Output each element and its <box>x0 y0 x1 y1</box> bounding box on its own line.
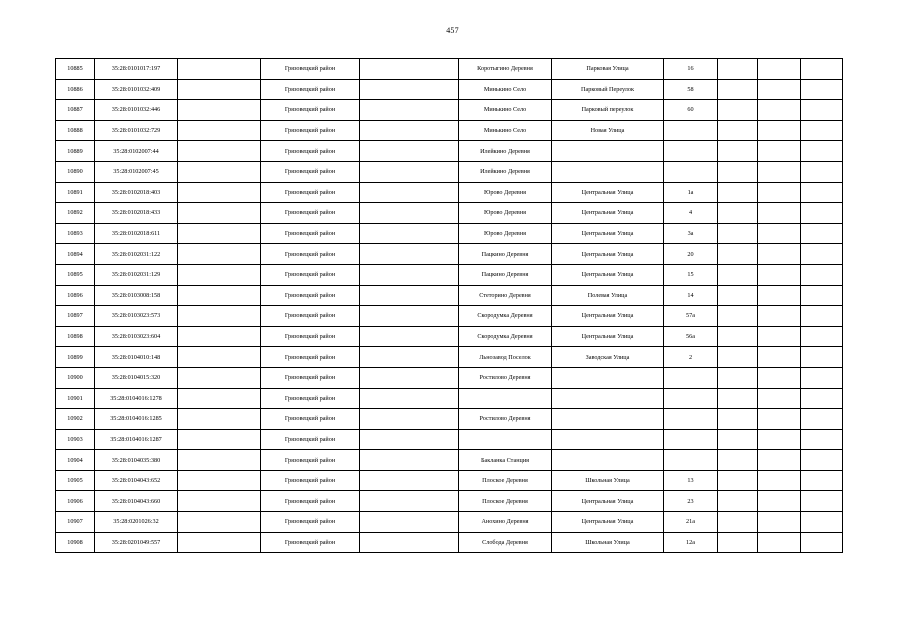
blank-cell <box>178 223 261 244</box>
street-cell <box>552 429 664 450</box>
district-cell: Грязовецкий район <box>261 532 360 553</box>
blank-cell <box>801 491 843 512</box>
blank-cell <box>178 141 261 162</box>
record-number-cell: 10898 <box>56 326 95 347</box>
street-cell: Центральная Улица <box>552 491 664 512</box>
district-cell: Грязовецкий район <box>261 388 360 409</box>
record-number-cell: 10892 <box>56 203 95 224</box>
cadastral-number-cell: 35:28:0104015:320 <box>95 367 178 388</box>
house-number-cell <box>664 450 718 471</box>
blank-cell <box>801 244 843 265</box>
cadastral-number-cell: 35:28:0102031:129 <box>95 264 178 285</box>
settlement-cell: Коротыгино Деревня <box>459 59 552 80</box>
blank-cell <box>758 141 801 162</box>
blank-cell <box>801 326 843 347</box>
blank-cell <box>718 120 758 141</box>
blank-cell <box>360 244 459 265</box>
blank-cell <box>178 120 261 141</box>
blank-cell <box>801 347 843 368</box>
district-cell: Грязовецкий район <box>261 367 360 388</box>
blank-cell <box>718 450 758 471</box>
district-cell: Грязовецкий район <box>261 429 360 450</box>
district-cell: Грязовецкий район <box>261 450 360 471</box>
blank-cell <box>360 347 459 368</box>
blank-cell <box>758 244 801 265</box>
blank-cell <box>360 223 459 244</box>
record-number-cell: 10901 <box>56 388 95 409</box>
district-cell: Грязовецкий район <box>261 120 360 141</box>
table-row <box>56 100 843 121</box>
record-number-cell: 10891 <box>56 182 95 203</box>
settlement-cell: Анохино Деревня <box>459 512 552 533</box>
blank-cell <box>178 264 261 285</box>
blank-cell <box>758 512 801 533</box>
blank-cell <box>718 244 758 265</box>
blank-cell <box>178 203 261 224</box>
blank-cell <box>801 285 843 306</box>
blank-cell <box>801 161 843 182</box>
table-row <box>56 532 843 553</box>
settlement-cell: Скородумка Деревня <box>459 326 552 347</box>
blank-cell <box>178 388 261 409</box>
table-row <box>56 120 843 141</box>
blank-cell <box>178 182 261 203</box>
district-cell: Грязовецкий район <box>261 223 360 244</box>
blank-cell <box>758 59 801 80</box>
blank-cell <box>178 59 261 80</box>
record-number-cell: 10890 <box>56 161 95 182</box>
blank-cell <box>758 491 801 512</box>
cadastral-number-cell: 35:28:0101017:197 <box>95 59 178 80</box>
record-number-cell: 10903 <box>56 429 95 450</box>
blank-cell <box>178 409 261 430</box>
house-number-cell: 2 <box>664 347 718 368</box>
cadastral-number-cell: 35:28:0201026:32 <box>95 512 178 533</box>
district-cell: Грязовецкий район <box>261 161 360 182</box>
blank-cell <box>718 512 758 533</box>
blank-cell <box>718 388 758 409</box>
table-row <box>56 79 843 100</box>
cadastral-number-cell: 35:28:0101032:729 <box>95 120 178 141</box>
house-number-cell: 3а <box>664 223 718 244</box>
table-row <box>56 512 843 533</box>
record-number-cell: 10908 <box>56 532 95 553</box>
blank-cell <box>178 367 261 388</box>
district-cell: Грязовецкий район <box>261 141 360 162</box>
blank-cell <box>718 161 758 182</box>
blank-cell <box>718 264 758 285</box>
settlement-cell: Плоское Деревня <box>459 470 552 491</box>
blank-cell <box>801 120 843 141</box>
street-cell: Парковый переулок <box>552 100 664 121</box>
settlement-cell: Ростилово Деревня <box>459 409 552 430</box>
district-cell: Грязовецкий район <box>261 491 360 512</box>
blank-cell <box>718 326 758 347</box>
table-row <box>56 203 843 224</box>
house-number-cell <box>664 388 718 409</box>
blank-cell <box>718 182 758 203</box>
settlement-cell: Юрово Деревня <box>459 223 552 244</box>
blank-cell <box>718 285 758 306</box>
blank-cell <box>758 100 801 121</box>
district-cell: Грязовецкий район <box>261 182 360 203</box>
table-row <box>56 326 843 347</box>
table-row <box>56 141 843 162</box>
blank-cell <box>801 203 843 224</box>
blank-cell <box>801 59 843 80</box>
table-row <box>56 161 843 182</box>
street-cell: Центральная Улица <box>552 244 664 265</box>
blank-cell <box>801 450 843 471</box>
blank-cell <box>360 491 459 512</box>
record-number-cell: 10904 <box>56 450 95 471</box>
street-cell: Центральная Улица <box>552 512 664 533</box>
blank-cell <box>801 470 843 491</box>
blank-cell <box>801 409 843 430</box>
street-cell: Школьная Улица <box>552 470 664 491</box>
blank-cell <box>360 59 459 80</box>
cadastral-number-cell: 35:28:0102018:611 <box>95 223 178 244</box>
blank-cell <box>718 306 758 327</box>
record-number-cell: 10900 <box>56 367 95 388</box>
table-row <box>56 223 843 244</box>
settlement-cell: Слобода Деревня <box>459 532 552 553</box>
blank-cell <box>178 79 261 100</box>
blank-cell <box>360 182 459 203</box>
blank-cell <box>758 470 801 491</box>
street-cell: Школьная Улица <box>552 532 664 553</box>
settlement-cell: Пацкино Деревня <box>459 264 552 285</box>
district-cell: Грязовецкий район <box>261 244 360 265</box>
blank-cell <box>758 223 801 244</box>
settlement-cell: Минькино Село <box>459 120 552 141</box>
blank-cell <box>178 429 261 450</box>
street-cell: Центральная Улица <box>552 182 664 203</box>
cadastral-number-cell: 35:28:0103023:604 <box>95 326 178 347</box>
street-cell: Новая Улица <box>552 120 664 141</box>
blank-cell <box>360 429 459 450</box>
table-row <box>56 470 843 491</box>
blank-cell <box>718 79 758 100</box>
blank-cell <box>360 388 459 409</box>
blank-cell <box>758 409 801 430</box>
record-number-cell: 10894 <box>56 244 95 265</box>
blank-cell <box>178 100 261 121</box>
district-cell: Грязовецкий район <box>261 264 360 285</box>
blank-cell <box>360 306 459 327</box>
blank-cell <box>178 326 261 347</box>
blank-cell <box>758 120 801 141</box>
settlement-cell: Плоское Деревня <box>459 491 552 512</box>
blank-cell <box>758 388 801 409</box>
blank-cell <box>360 512 459 533</box>
cadastral-number-cell: 35:28:0104016:1287 <box>95 429 178 450</box>
street-cell: Парковый Переулок <box>552 79 664 100</box>
table-row <box>56 264 843 285</box>
house-number-cell <box>664 120 718 141</box>
blank-cell <box>178 532 261 553</box>
record-number-cell: 10905 <box>56 470 95 491</box>
street-cell: Центральная Улица <box>552 203 664 224</box>
cadastral-number-cell: 35:28:0104043:660 <box>95 491 178 512</box>
settlement-cell: Стеторино Деревня <box>459 285 552 306</box>
house-number-cell: 58 <box>664 79 718 100</box>
blank-cell <box>758 326 801 347</box>
blank-cell <box>758 161 801 182</box>
house-number-cell: 56а <box>664 326 718 347</box>
settlement-cell: Минькино Село <box>459 79 552 100</box>
cadastral-number-cell: 35:28:0104035:380 <box>95 450 178 471</box>
blank-cell <box>360 450 459 471</box>
settlement-cell: Бакланка Станция <box>459 450 552 471</box>
blank-cell <box>758 306 801 327</box>
blank-cell <box>360 409 459 430</box>
cadastral-number-cell: 35:28:0104043:652 <box>95 470 178 491</box>
blank-cell <box>758 347 801 368</box>
blank-cell <box>178 470 261 491</box>
blank-cell <box>758 285 801 306</box>
blank-cell <box>758 79 801 100</box>
blank-cell <box>718 59 758 80</box>
blank-cell <box>360 141 459 162</box>
house-number-cell: 21а <box>664 512 718 533</box>
table-row <box>56 244 843 265</box>
page-number: 457 <box>446 26 459 35</box>
blank-cell <box>178 285 261 306</box>
street-cell: Парковая Улица <box>552 59 664 80</box>
street-cell <box>552 367 664 388</box>
blank-cell <box>758 450 801 471</box>
blank-cell <box>801 306 843 327</box>
record-number-cell: 10907 <box>56 512 95 533</box>
district-cell: Грязовецкий район <box>261 470 360 491</box>
house-number-cell: 12а <box>664 532 718 553</box>
blank-cell <box>360 367 459 388</box>
blank-cell <box>360 203 459 224</box>
settlement-cell: Илейкино Деревня <box>459 161 552 182</box>
house-number-cell <box>664 429 718 450</box>
street-cell: Полевая Улица <box>552 285 664 306</box>
blank-cell <box>801 223 843 244</box>
settlement-cell: Пацкино Деревня <box>459 244 552 265</box>
blank-cell <box>801 512 843 533</box>
house-number-cell: 16 <box>664 59 718 80</box>
house-number-cell <box>664 367 718 388</box>
table-row <box>56 450 843 471</box>
blank-cell <box>718 491 758 512</box>
blank-cell <box>758 264 801 285</box>
blank-cell <box>178 244 261 265</box>
record-number-cell: 10899 <box>56 347 95 368</box>
cadastral-number-cell: 35:28:0102031:122 <box>95 244 178 265</box>
cadastral-number-cell: 35:28:0101032:446 <box>95 100 178 121</box>
blank-cell <box>758 182 801 203</box>
table-row <box>56 429 843 450</box>
blank-cell <box>758 203 801 224</box>
blank-cell <box>801 388 843 409</box>
blank-cell <box>360 161 459 182</box>
table-row <box>56 285 843 306</box>
blank-cell <box>360 326 459 347</box>
house-number-cell: 60 <box>664 100 718 121</box>
blank-cell <box>718 429 758 450</box>
street-cell: Заводская Улица <box>552 347 664 368</box>
blank-cell <box>718 100 758 121</box>
settlement-cell <box>459 429 552 450</box>
house-number-cell: 13 <box>664 470 718 491</box>
district-cell: Грязовецкий район <box>261 326 360 347</box>
blank-cell <box>758 367 801 388</box>
blank-cell <box>360 285 459 306</box>
blank-cell <box>801 141 843 162</box>
district-cell: Грязовецкий район <box>261 285 360 306</box>
blank-cell <box>178 512 261 533</box>
registry-table <box>55 58 843 553</box>
settlement-cell <box>459 388 552 409</box>
cadastral-number-cell: 35:28:0103023:573 <box>95 306 178 327</box>
cadastral-number-cell: 35:28:0104010:148 <box>95 347 178 368</box>
blank-cell <box>178 161 261 182</box>
blank-cell <box>718 409 758 430</box>
blank-cell <box>178 491 261 512</box>
street-cell: Центральная Улица <box>552 326 664 347</box>
blank-cell <box>718 347 758 368</box>
table-row <box>56 59 843 80</box>
street-cell <box>552 409 664 430</box>
blank-cell <box>718 141 758 162</box>
district-cell: Грязовецкий район <box>261 347 360 368</box>
blank-cell <box>801 264 843 285</box>
settlement-cell: Илейкино Деревня <box>459 141 552 162</box>
house-number-cell <box>664 141 718 162</box>
blank-cell <box>718 203 758 224</box>
record-number-cell: 10888 <box>56 120 95 141</box>
cadastral-number-cell: 35:28:0104016:1278 <box>95 388 178 409</box>
street-cell <box>552 161 664 182</box>
settlement-cell: Скородумка Деревня <box>459 306 552 327</box>
record-number-cell: 10889 <box>56 141 95 162</box>
cadastral-number-cell: 35:28:0104016:1285 <box>95 409 178 430</box>
blank-cell <box>801 367 843 388</box>
house-number-cell: 15 <box>664 264 718 285</box>
blank-cell <box>178 347 261 368</box>
cadastral-number-cell: 35:28:0101032:409 <box>95 79 178 100</box>
registry-table-body <box>56 59 843 553</box>
record-number-cell: 10887 <box>56 100 95 121</box>
blank-cell <box>718 223 758 244</box>
blank-cell <box>758 429 801 450</box>
record-number-cell: 10895 <box>56 264 95 285</box>
table-row <box>56 388 843 409</box>
cadastral-number-cell: 35:28:0102018:403 <box>95 182 178 203</box>
district-cell: Грязовецкий район <box>261 100 360 121</box>
table-row <box>56 182 843 203</box>
blank-cell <box>801 182 843 203</box>
record-number-cell: 10897 <box>56 306 95 327</box>
street-cell <box>552 450 664 471</box>
blank-cell <box>718 532 758 553</box>
blank-cell <box>360 100 459 121</box>
cadastral-number-cell: 35:28:0102007:44 <box>95 141 178 162</box>
blank-cell <box>718 470 758 491</box>
district-cell: Грязовецкий район <box>261 203 360 224</box>
cadastral-number-cell: 35:28:0102007:45 <box>95 161 178 182</box>
blank-cell <box>801 100 843 121</box>
record-number-cell: 10896 <box>56 285 95 306</box>
district-cell: Грязовецкий район <box>261 59 360 80</box>
settlement-cell: Ростилово Деревня <box>459 367 552 388</box>
district-cell: Грязовецкий район <box>261 306 360 327</box>
blank-cell <box>360 79 459 100</box>
district-cell: Грязовецкий район <box>261 79 360 100</box>
house-number-cell <box>664 409 718 430</box>
table-row <box>56 409 843 430</box>
street-cell: Центральная Улица <box>552 223 664 244</box>
record-number-cell: 10885 <box>56 59 95 80</box>
district-cell: Грязовецкий район <box>261 409 360 430</box>
blank-cell <box>178 450 261 471</box>
blank-cell <box>801 532 843 553</box>
street-cell: Центральная Улица <box>552 264 664 285</box>
blank-cell <box>360 532 459 553</box>
house-number-cell: 14 <box>664 285 718 306</box>
settlement-cell: Льнозавод Поселок <box>459 347 552 368</box>
house-number-cell: 23 <box>664 491 718 512</box>
house-number-cell: 1а <box>664 182 718 203</box>
street-cell <box>552 388 664 409</box>
cadastral-number-cell: 35:28:0102018:433 <box>95 203 178 224</box>
blank-cell <box>801 429 843 450</box>
table-row <box>56 491 843 512</box>
record-number-cell: 10902 <box>56 409 95 430</box>
record-number-cell: 10906 <box>56 491 95 512</box>
house-number-cell: 20 <box>664 244 718 265</box>
settlement-cell: Юрово Деревня <box>459 182 552 203</box>
house-number-cell <box>664 161 718 182</box>
settlement-cell: Минькино Село <box>459 100 552 121</box>
blank-cell <box>801 79 843 100</box>
cadastral-number-cell: 35:28:0103008:158 <box>95 285 178 306</box>
record-number-cell: 10886 <box>56 79 95 100</box>
blank-cell <box>718 367 758 388</box>
blank-cell <box>360 470 459 491</box>
settlement-cell: Юрово Деревня <box>459 203 552 224</box>
street-cell: Центральная Улица <box>552 306 664 327</box>
table-row <box>56 347 843 368</box>
cadastral-number-cell: 35:28:0201049:557 <box>95 532 178 553</box>
blank-cell <box>360 120 459 141</box>
house-number-cell: 57а <box>664 306 718 327</box>
blank-cell <box>178 306 261 327</box>
table-row <box>56 306 843 327</box>
street-cell <box>552 141 664 162</box>
record-number-cell: 10893 <box>56 223 95 244</box>
house-number-cell: 4 <box>664 203 718 224</box>
blank-cell <box>758 532 801 553</box>
table-row <box>56 367 843 388</box>
district-cell: Грязовецкий район <box>261 512 360 533</box>
blank-cell <box>360 264 459 285</box>
